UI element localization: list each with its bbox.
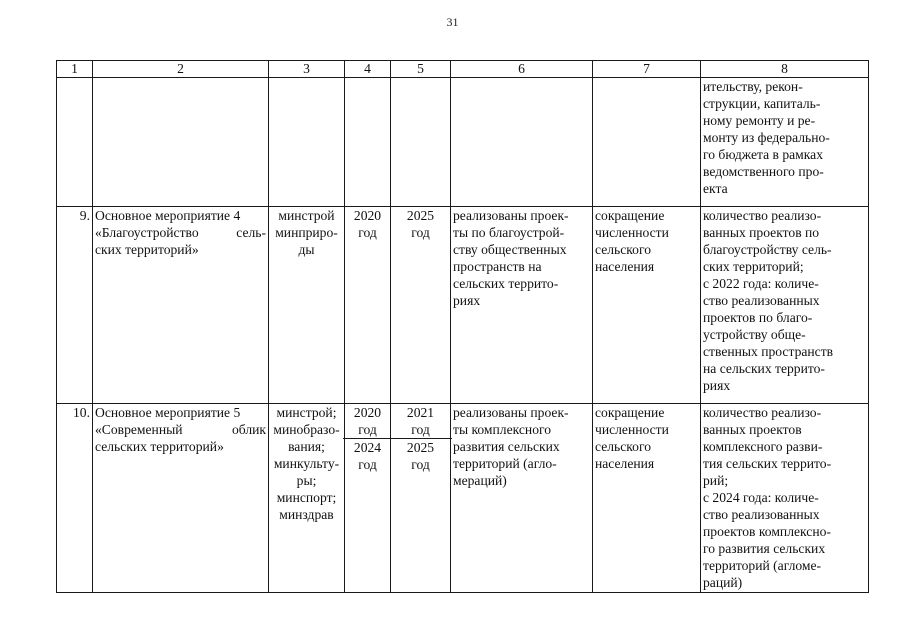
cell-empty <box>391 78 451 207</box>
end-years <box>391 404 451 593</box>
header-col-5: 5 <box>391 61 451 78</box>
consequences: сокращение численности сельского населения <box>593 404 701 593</box>
cell-empty <box>451 78 593 207</box>
start-years <box>345 404 391 593</box>
end-year: 2025 год <box>391 207 451 404</box>
header-col-4: 4 <box>345 61 391 78</box>
name-word: облик <box>231 422 266 437</box>
cell-empty <box>93 78 269 207</box>
cell-indicators-continued: ительству, рекон- струкции, капиталь- ному ремонту и ре- монту из федерально- го бюджета в рамках ведомственного про- екта <box>701 78 869 207</box>
cell-empty <box>593 78 701 207</box>
name-word: «Современный <box>95 422 183 437</box>
executors: минстрой; минобразо- вания; минкульту- ры; минспорт; минздрав <box>269 404 345 593</box>
row-number: 9. <box>57 207 93 404</box>
header-col-3: 3 <box>269 61 345 78</box>
table-row-9 <box>57 207 869 404</box>
header-col-8: 8 <box>701 61 869 78</box>
start-year-1: 2020 год <box>353 405 382 437</box>
indicators: количество реализо- ванных проектов комплексного разви- тия сельских террито- рий; с 2024 года: количе- ство реализованных проектов комплексно- го развития сельских территорий (агломе- раций) <box>701 404 869 593</box>
indicators: количество реализо- ванных проектов по благоустройству сель- ских территорий; с 2022 года: количе- ство реализованных проектов по благо- устройству обще- ственных пространств на сельских террито- риях <box>701 207 869 404</box>
header-row <box>57 61 869 78</box>
cell-empty <box>345 78 391 207</box>
table-row-continued <box>57 78 869 207</box>
cell-empty <box>269 78 345 207</box>
row-number: 10. <box>57 404 93 593</box>
measures-table <box>56 60 869 593</box>
header-col-7: 7 <box>593 61 701 78</box>
expected-result: реализованы проек- ты комплексного развития сельских территорий (агло- мераций) <box>451 404 593 593</box>
page-number: 31 <box>446 15 459 29</box>
consequences: сокращение численности сельского населения <box>593 207 701 404</box>
start-year-2: 2024 год <box>343 438 392 473</box>
cell-empty <box>57 78 93 207</box>
header-col-1: 1 <box>57 61 93 78</box>
table-row-10 <box>57 404 869 593</box>
start-year: 2020 год <box>345 207 391 404</box>
header-col-6: 6 <box>451 61 593 78</box>
end-year-1: 2021 год <box>406 405 435 437</box>
name-line-justified <box>95 421 266 438</box>
measure-name: Основное мероприятие 5 «Современный облик сельских территорий» <box>93 404 269 593</box>
header-col-2: 2 <box>93 61 269 78</box>
end-year-2: 2025 год <box>389 438 452 473</box>
measure-name: Основное мероприятие 4 «Благоустройство сель- ских территорий» <box>93 207 269 404</box>
executors: минстрой минприро- ды <box>269 207 345 404</box>
expected-result: реализованы проек- ты по благоустрой- ству общественных пространств на сельских террито- риях <box>451 207 593 404</box>
